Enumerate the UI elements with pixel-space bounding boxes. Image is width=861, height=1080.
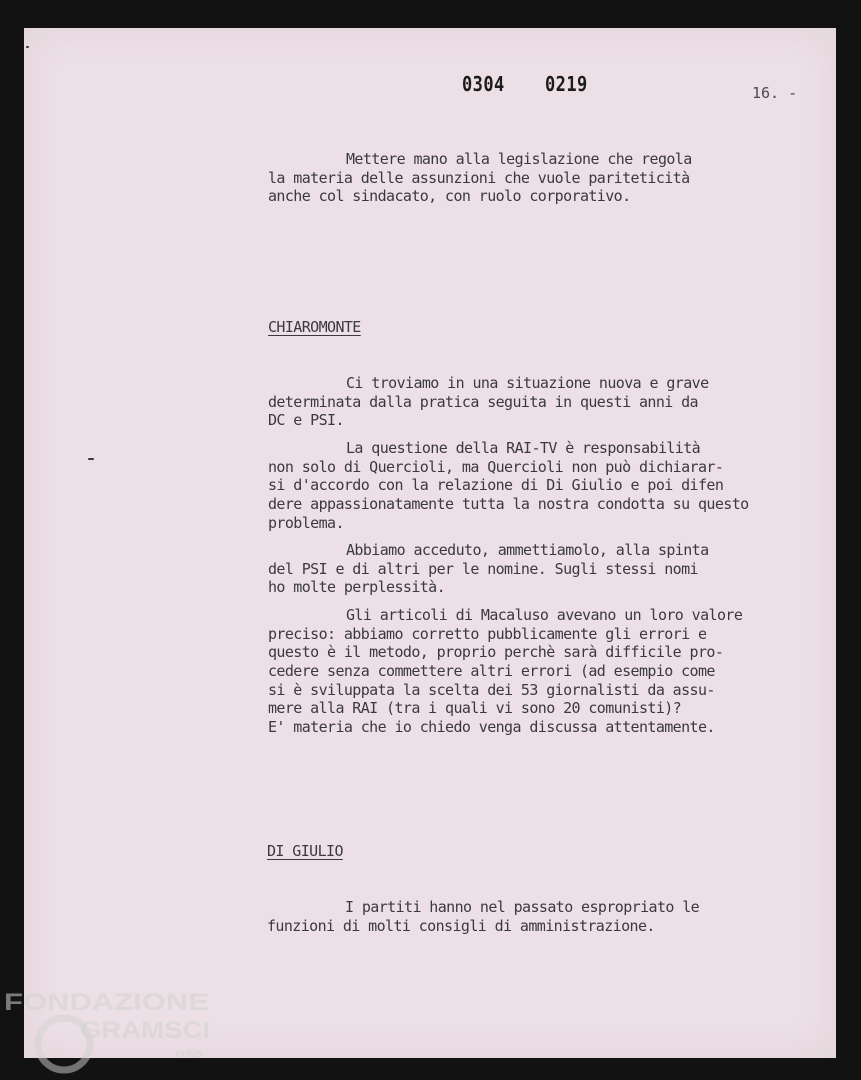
text-line: dere appassionatamente tutta la nostra condotta su questo [268, 495, 749, 514]
paragraph [268, 541, 709, 597]
text-line: I partiti hanno nel passato espropriato le [345, 898, 700, 916]
paragraph [268, 606, 742, 737]
archive-stamp-left: 0304 [462, 72, 505, 96]
paragraph [268, 374, 709, 430]
text-line: si è sviluppata la scelta dei 53 giornalisti da assu- [268, 680, 715, 699]
text-line: Gli articoli di Macaluso avevano un loro valore [346, 606, 743, 624]
archive-stamp-right: 0219 [545, 72, 588, 96]
speaker-heading-di-giulio: DI GIULIO [267, 842, 343, 860]
text-line: non solo di Quercioli, ma Quercioli non può dichiarar- [268, 457, 724, 476]
text-line: ho molte perplessità. [268, 578, 446, 597]
logo-word-fondazione: FONDAZIONE [4, 989, 209, 1016]
speck [26, 46, 29, 48]
text-line: DC e PSI. [268, 411, 344, 430]
paragraph [268, 439, 749, 532]
text-line: del PSI e di altri per le nomine. Sugli stessi nomi [268, 559, 698, 578]
text-line: cedere senza commettere altri errori (ad esempio come [268, 662, 715, 681]
speck [88, 458, 94, 460]
text-line: Ci troviamo in una situazione nuova e grave [346, 374, 709, 392]
text-line: problema. [268, 513, 344, 532]
text-line: mere alla RAI (tra i quali vi sono 20 comunisti)? [268, 699, 682, 718]
text-line: si d'accordo con la relazione di Di Giulio e poi difen [268, 476, 724, 495]
text-line: la materia delle assunzioni che vuole pariteticità [268, 168, 690, 187]
intro-paragraph [268, 150, 692, 206]
text-line: questo è il metodo, proprio perchè sarà difficile pro- [268, 643, 724, 662]
text-line: La questione della RAI-TV è responsabilità [346, 439, 701, 457]
page-number: 16. - [752, 84, 798, 102]
paragraph [267, 898, 699, 935]
text-line: Mettere mano alla legislazione che regola [346, 150, 692, 168]
text-line: Abbiamo acceduto, ammettiamolo, alla spinta [346, 541, 709, 559]
text-line: E' materia che io chiedo venga discussa attentamente. [268, 718, 715, 737]
logo-word-gramsci: GRAMSCI [80, 1017, 210, 1044]
text-line: determinata dalla pratica seguita in questi anni da [268, 392, 698, 411]
speaker-heading-chiaromonte: CHIAROMONTE [268, 318, 361, 336]
text-line: preciso: abbiamo corretto pubblicamente gli errori e [268, 624, 707, 643]
fondazione-gramsci-logo [4, 986, 224, 1080]
logo-word-onlus: onlus [176, 1048, 203, 1060]
text-line: funzioni di molti consigli di amministrazione. [267, 916, 655, 935]
text-line: anche col sindacato, con ruolo corporativo. [268, 187, 631, 206]
